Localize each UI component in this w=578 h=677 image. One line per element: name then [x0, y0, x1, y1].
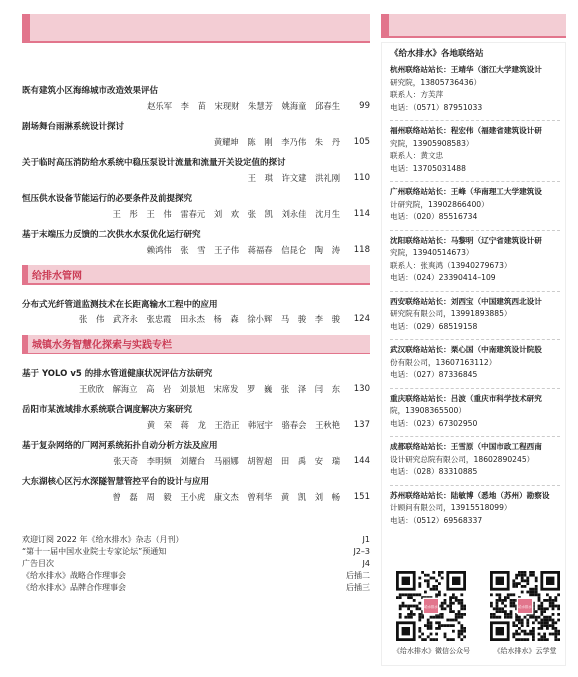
divider: [390, 120, 560, 121]
article-page: 99: [359, 100, 370, 111]
toc-entry[interactable]: [22, 229, 370, 256]
station-line: 究院，13905908583）: [390, 138, 474, 148]
station-line: 成都联络站站长：王雪原（中国市政工程西南: [390, 442, 542, 451]
misc-text: 广告目次: [22, 558, 54, 568]
article-meta: [22, 207, 370, 220]
qr-code-icon: [396, 571, 466, 641]
banner-accent: [381, 14, 389, 36]
station-entry: [390, 441, 560, 479]
station-line: 福州联络站站长：程宏伟（福建省建筑设计研: [390, 126, 542, 135]
article-meta: [22, 454, 370, 467]
section-header: [22, 335, 370, 353]
station-line: 电话：（020）85516734: [390, 212, 478, 221]
station-line: 西安联络站站长：刘西宝（中国建筑西北设计: [390, 296, 542, 306]
qr-wechat[interactable]: [393, 571, 469, 656]
top-banner: [22, 14, 370, 41]
station-line: 沈阳联络站站长：马黎明（辽宁省建筑设计研: [390, 235, 542, 245]
stations-heading: 《给水排水》各地联络站: [390, 49, 484, 59]
station-entry: [390, 235, 560, 285]
misc-entry[interactable]: [22, 569, 370, 581]
article-title: 基于末端压力反馈的二次供水水泵优化运行研究: [22, 230, 201, 240]
article-page: 105: [353, 136, 370, 147]
svg-text:给水排水: 给水排水: [424, 605, 438, 610]
qr-caption: 《给水排水》云学堂: [493, 647, 557, 655]
qr-codes: [393, 571, 563, 656]
station-entry: [390, 393, 560, 431]
station-line: 联系人：张爽鸿（13940279673）: [390, 260, 512, 270]
station-line: 重庆联络站站长：吕波（重庆市科学技术研究: [390, 393, 542, 403]
article-title: 大东湖核心区污水深隧智慧管控平台的设计与应用: [22, 477, 210, 487]
article-page: 124: [353, 314, 370, 324]
article-title: 岳阳市某流域排水系统联合调度解决方案研究: [22, 405, 193, 415]
section-title: 给排水管网: [32, 270, 82, 282]
station-line: 设计研究总院有限公司，18602890245）: [390, 454, 535, 464]
misc-page: J4: [362, 558, 370, 568]
section-pipe: [22, 265, 370, 285]
misc-list: [22, 533, 370, 593]
misc-text: “第十一届中国水业院士专家论坛”预通知: [22, 546, 167, 556]
divider: [390, 291, 560, 292]
section-accent: [22, 265, 28, 283]
article-page: 114: [353, 208, 370, 219]
article-meta: [22, 418, 370, 431]
article-meta: [22, 382, 370, 395]
divider: [390, 436, 560, 437]
section-smart: [22, 335, 370, 355]
station-line: 院，13908365500）: [390, 406, 466, 415]
misc-page: J2–3: [353, 546, 370, 556]
station-line: 计顾问有限公司，13915518099）: [390, 503, 512, 512]
svg-text:给水排水: 给水排水: [518, 605, 532, 610]
article-page: 137: [353, 419, 370, 430]
article-title: 分布式光纤管道监测技术在长距离输水工程中的应用: [22, 299, 218, 310]
qr-classroom[interactable]: [487, 571, 563, 656]
article-authors: 张 伟 武齐永 张忠霞 田永杰 杨 森 徐小辉 马 骏 李 骏: [79, 314, 340, 324]
qr-code-icon: [490, 571, 560, 641]
station-line: 联系人：黄文忠: [390, 151, 444, 160]
misc-entry[interactable]: [22, 581, 370, 593]
article-group-smart: [22, 368, 370, 503]
banner-accent: [22, 14, 30, 41]
right-rule: [381, 36, 566, 38]
article-title: 恒压供水设备节能运行的必要条件及前提探究: [22, 194, 193, 204]
top-rule: [22, 41, 370, 43]
stations-list: [390, 64, 560, 527]
misc-entry[interactable]: [22, 545, 370, 557]
station-entry: [390, 64, 560, 114]
station-line: 联系人：方芙萍: [390, 90, 444, 99]
toc-entry[interactable]: [22, 85, 370, 112]
qr-caption: 《给水排水》微信公众号: [393, 647, 470, 655]
article-authors: 王 彤 王 伟 雷春元 刘 欢 张 凯 刘永佳 沈月生: [112, 208, 340, 219]
article-page: 144: [353, 455, 370, 466]
article-authors: 王 琪 许文建 洪礼刚: [247, 172, 340, 183]
station-line: 计研究院，13902866400）: [390, 199, 489, 209]
divider: [390, 485, 560, 486]
article-authors: 张天奇 李明频 刘耀台 马丽娜 胡智超 田 禹 安 瑞: [113, 455, 340, 466]
station-line: 广州联络站站长：王峰（华南理工大学建筑设: [390, 187, 542, 196]
toc-entry[interactable]: [22, 476, 370, 503]
station-line: 苏州联络站站长：陆敏博（悉地（苏州）勘察设: [390, 490, 550, 500]
station-entry: [390, 490, 560, 528]
article-title: 基于 YOLO v5 的排水管道健康状况评估方法研究: [22, 369, 213, 379]
toc-entry[interactable]: [22, 193, 370, 220]
article-authors: 王欣欣 解海立 高 岩 刘景旭 宋席发 罗 巍 张 泽 闫 东: [79, 383, 340, 394]
misc-text: 《给水排水》品牌合作理事会: [22, 582, 126, 592]
divider: [390, 230, 560, 231]
station-line: 份有限公司，13607163112）: [390, 357, 497, 367]
misc-text: 《给水排水》战略合作理事会: [22, 570, 126, 580]
article-page: 118: [353, 244, 370, 255]
section-title: 城镇水务智慧化探索与实践专栏: [32, 340, 172, 351]
article-authors: 黄 荣 蒋 龙 王浩正 韩冠宇 骆春会 王秋艳: [146, 419, 340, 430]
misc-page: J1: [362, 534, 370, 544]
station-line: 电话：（027）87336845: [390, 370, 478, 379]
article-meta: [22, 313, 370, 326]
stations-column: [381, 14, 566, 666]
article-meta: [22, 243, 370, 256]
divider: [390, 388, 560, 389]
station-line: 电话：13705031488: [390, 163, 466, 173]
article-meta: [22, 99, 370, 112]
station-line: 研究院，13805736436）: [390, 77, 482, 87]
misc-entry[interactable]: [22, 533, 370, 545]
toc-entry[interactable]: [22, 368, 370, 395]
toc-entry[interactable]: [22, 121, 370, 148]
station-line: 研究院有限公司，13991893885）: [390, 309, 512, 318]
article-meta: [22, 490, 370, 503]
misc-page: 后插三: [346, 582, 370, 592]
article-authors: 黄耀坤 陈 刚 李乃伟 朱 丹: [213, 136, 340, 147]
station-line: 电话：（029）68519158: [390, 321, 478, 331]
station-line: 武汉联络站站长：栗心国（中南建筑设计院股: [390, 345, 542, 354]
station-line: 电话：（0571）87951033: [390, 102, 483, 112]
station-entry: [390, 125, 560, 175]
article-meta: [22, 135, 370, 148]
station-line: 电话：（024）23390414–109: [390, 273, 496, 282]
section-rule: [22, 283, 370, 285]
toc-entry[interactable]: [22, 157, 370, 184]
section-header: [22, 265, 370, 283]
article-meta: [22, 171, 370, 184]
article-authors: 赵乐军 李 苗 宋现财 朱慧芳 姚海童 邱春生: [147, 100, 340, 111]
station-line: 究院，13940514673）: [390, 248, 474, 257]
misc-page: 后插二: [346, 570, 370, 580]
station-entry: [390, 296, 560, 334]
station-entry: [390, 344, 560, 382]
article-authors: 赖鸿伟 张 雪 王子伟 蒋福春 信昆仑 陶 涛: [146, 244, 340, 255]
article-page: 130: [353, 383, 370, 394]
article-title: 基于复杂网络的厂网河系统拓扑自动分析方法及应用: [22, 441, 218, 451]
station-line: 电话：（028）83310885: [390, 467, 478, 476]
divider: [390, 339, 560, 340]
misc-text: 欢迎订阅 2022 年《给水排水》杂志（月刊）: [22, 534, 184, 544]
article-title: 关于临时高压消防给水系统中稳压泵设计流量和流量开关设定值的探讨: [22, 158, 286, 168]
article-page: 110: [353, 172, 370, 183]
section-rule: [22, 353, 370, 355]
toc-entry[interactable]: [22, 299, 370, 326]
right-banner: [381, 14, 566, 36]
contents-column: [22, 14, 370, 593]
article-group-general: [22, 85, 370, 256]
toc-entry[interactable]: [22, 404, 370, 431]
article-title: 剧场舞台雨淋系统设计探讨: [22, 122, 125, 132]
article-title: 既有建筑小区海绵城市改造效果评估: [22, 86, 159, 96]
station-line: 电话：（0512）69568337: [390, 515, 483, 525]
station-entry: [390, 186, 560, 224]
divider: [390, 181, 560, 182]
article-authors: 曾 磊 周 毅 王小虎 康文杰 曾利华 黄 凯 刘 畅: [112, 491, 340, 502]
misc-entry[interactable]: [22, 557, 370, 569]
toc-entry[interactable]: [22, 440, 370, 467]
station-line: 电话：（023）67302950: [390, 418, 478, 428]
section-accent: [22, 335, 28, 353]
article-group-pipe: [22, 299, 370, 326]
article-page: 151: [353, 491, 370, 502]
station-line: 杭州联络站站长：王靖华（浙江大学建筑设计: [390, 65, 542, 74]
